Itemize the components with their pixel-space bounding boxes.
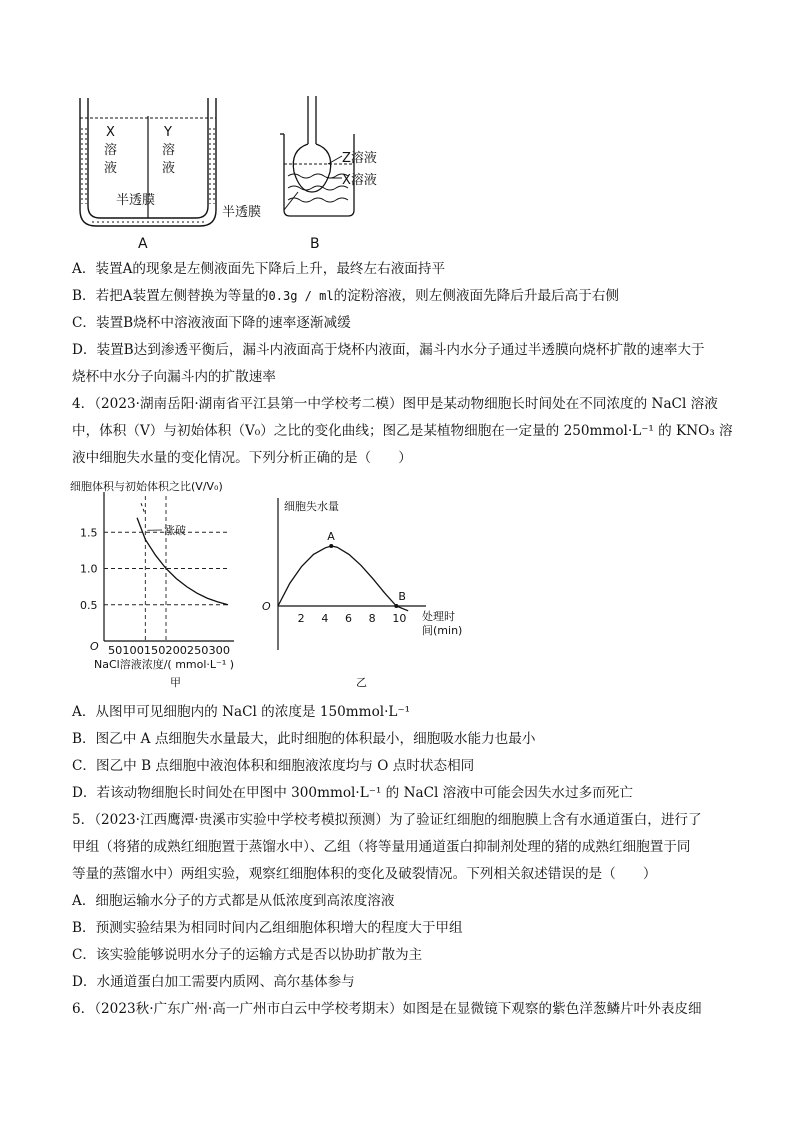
chart-yi-point-label-B: B	[398, 590, 406, 603]
chart-yi-origin: O	[262, 600, 271, 613]
chart-yi-caption: 乙	[356, 676, 367, 689]
q4-stem-line1: 4．（2023·湖南岳阳·湖南省平江县第一中学校考二模）图甲是某动物细胞长时间处在不同浓度的 NaCl 溶液	[72, 396, 718, 412]
chart-yi-point-label-A: A	[327, 530, 335, 543]
q5-option-a: A．细胞运输水分子的方式都是从低浓度到高浓度溶液	[72, 893, 395, 909]
q5-option-c: C．该实验能够说明水分子的运输方式是否以协助扩散为主	[72, 947, 423, 963]
q5-option-b: B．预测实验结果为相同时间内乙组细胞体积增大的程度大于甲组	[72, 920, 463, 936]
chart-yi-curve	[278, 546, 408, 611]
chart-yi-x-tick-0: 2	[297, 612, 305, 625]
q3-option-b-post: 的淀粉溶液，则左侧液面先降后升最后高于右侧	[333, 288, 620, 304]
q4-option-c: C．图乙中 B 点细胞中液泡体积和细胞液浓度均与 O 点时状态相同	[72, 758, 475, 774]
chart-jia-y-tick-2: 1.5	[80, 526, 98, 540]
apparatus-b-membrane-label: 半透膜	[222, 205, 262, 220]
chart-yi-x-tick-2: 6	[345, 612, 352, 625]
chart-jia	[68, 476, 268, 690]
apparatus-a-x-label-3: 液	[104, 161, 118, 176]
q3-option-a: A．装置A的现象是左侧液面先下降后上升，最终左右液面持平	[72, 261, 446, 277]
q3-option-d-line2: 烧杯中水分子向漏斗内的扩散速率	[72, 369, 276, 385]
q3-option-c: C．装置B烧杯中溶液液面下降的速率逐渐减缓	[72, 315, 351, 331]
chart-yi-point-A	[329, 544, 333, 548]
q5-option-d: D．水通道蛋白加工需要内质网、高尔基体参与	[72, 974, 355, 990]
apparatus-figure	[72, 92, 432, 256]
q4-option-d: D．若该动物细胞长时间处在甲图中 300mmol·L⁻¹ 的 NaCl 溶液中可能会因失水过多而死亡	[72, 785, 633, 801]
apparatus-a-caption: A	[138, 236, 148, 252]
q4-option-b: B．图乙中 A 点细胞失水量最大，此时细胞的体积最小，细胞吸水能力也最小	[72, 731, 536, 747]
chart-jia-origin: O	[90, 640, 99, 653]
chart-jia-xlabel: NaCl溶液浓度/( mmol·L⁻¹ )	[94, 658, 235, 671]
q4-stem-line2: 中，体积（V）与初始体积（V₀）之比的变化曲线；图乙是某植物细胞在一定量的 250mmol·L⁻¹ 的 KNO₃ 溶	[72, 423, 733, 439]
q3-option-b	[72, 287, 619, 305]
chart-yi-point-B	[394, 604, 398, 608]
chart-jia-x-tick-labels: 50100150200250300	[108, 644, 230, 657]
chart-jia-y-tick-1: 1.0	[80, 562, 98, 576]
q3-option-b-formula: 0.3g / ml	[268, 289, 334, 303]
q6-stem-line1: 6．（2023秋·广东广州·高一广州市白云中学校考期末）如图是在显微镜下观察的紫色洋葱鳞片叶外表皮细	[72, 1001, 702, 1017]
chart-yi-x-tick-3: 8	[368, 612, 376, 625]
chart-yi-x-tick-1: 4	[321, 612, 329, 625]
chart-yi-ylabel: 细胞失水量	[284, 500, 339, 513]
apparatus-a-membrane-label: 半透膜	[116, 193, 156, 208]
apparatus-a-y-label-1: Y	[164, 125, 172, 140]
q4-stem-line3: 液中细胞失水量的变化情况。下列分析正确的是（ ）	[72, 450, 412, 466]
chart-jia-ylabel: 细胞体积与初始体积之比(V/V₀)	[70, 480, 223, 493]
chart-jia-annotation: 涨破	[164, 524, 186, 537]
chart-yi-x-tick-4: 10	[392, 612, 407, 625]
q4-option-a: A．从图甲可见细胞内的 NaCl 的浓度是 150mmol·L⁻¹	[72, 704, 411, 720]
apparatus-b-z-label: Z溶液	[342, 151, 377, 166]
chart-jia-curve-extension	[141, 503, 145, 514]
apparatus-a-y-label-3: 液	[162, 161, 176, 176]
apparatus-a-y-label-2: 溶	[162, 143, 176, 158]
q5-stem-line2: 甲组（将猪的成熟红细胞置于蒸馏水中）、乙组（将等量用通道蛋白抑制剂处理的猪的成熟红细胞置于同	[72, 839, 691, 855]
chart-jia-caption: 甲	[170, 676, 181, 689]
chart-yi	[258, 490, 478, 690]
q5-stem-line3: 等量的蒸馏水中）两组实验，观察红细胞体积的变化及破裂情况。下列相关叙述错误的是（ ）	[72, 866, 657, 882]
apparatus-b-caption: B	[310, 236, 320, 252]
apparatus-a-x-label-2: 溶	[104, 143, 118, 158]
q3-option-d-line1: D．装置B达到渗透平衡后，漏斗内液面高于烧杯内液面，漏斗内水分子通过半透膜向烧杯扩散的速率大于	[72, 342, 705, 358]
q3-option-b-pre: B．若把A装置左侧替换为等量的	[72, 288, 269, 304]
chart-yi-xlabel-line1: 处理时	[422, 610, 455, 623]
chart-yi-xlabel-line2: 间(min)	[422, 624, 463, 637]
apparatus-a-x-label-1: X	[106, 125, 115, 140]
q5-stem-line1: 5．（2023·江西鹰潭·贵溪市实验中学校考模拟预测）为了验证红细胞的细胞膜上含有水通道蛋白，进行了	[72, 812, 702, 828]
apparatus-b-x-label: X溶液	[342, 173, 377, 188]
chart-jia-y-tick-0: 0.5	[80, 598, 98, 612]
